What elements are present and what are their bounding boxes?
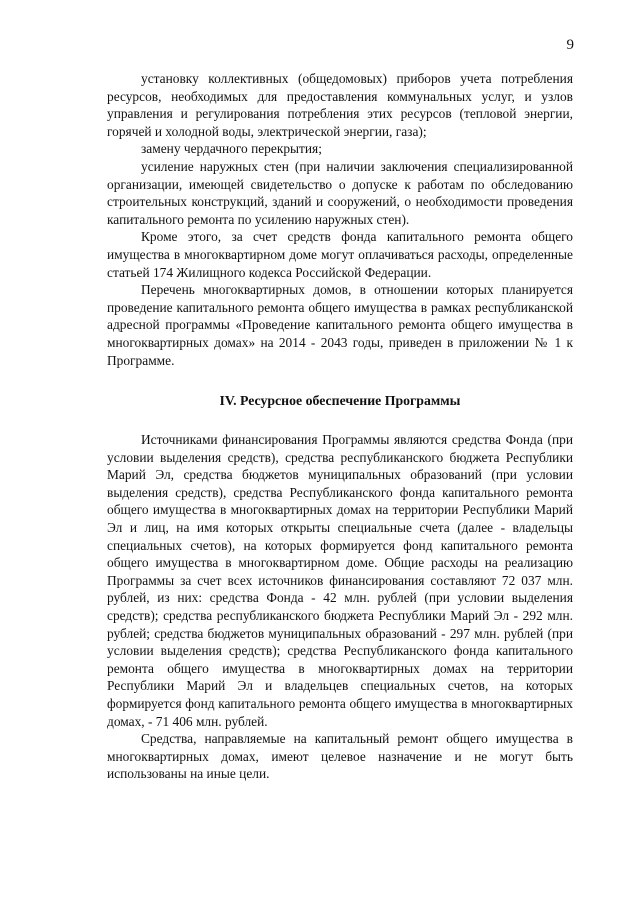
section-heading: IV. Ресурсное обеспечение Программы — [219, 393, 461, 409]
paragraph-targeted-funds: Средства, направляемые на капитальный ремонт общего имущества в многоквартирных домах, имеют целевое назначение и не могут быть использованы на иные цели. — [107, 731, 573, 782]
paragraph-additional-expenses: Кроме этого, за счет средств фонда капитального ремонта общего имущества в многоквартирном доме могут оплачиваться расходы, определенные статьей 174 Жилищного кодекса Российской Федерации. — [107, 229, 573, 280]
paragraph-attic-floor: замену чердачного перекрытия; — [141, 141, 322, 157]
paragraph-meters-installation: установку коллективных (общедомовых) приборов учета потребления ресурсов, необходимых для предоставления коммунальных услуг, и узлов управления и регулирования потребления этих ресурсов (тепловой энергии, горячей и холодной воды, электрической энергии, газа); — [107, 71, 573, 139]
paragraph-wall-reinforcement: усиление наружных стен (при наличии заключения специализированной организации, имеющей свидетельство о допуске к работам по обследованию строительных конструкций, зданий и сооружений, о необходимости проведения капитального ремонта по усилению наружных стен). — [107, 158, 573, 227]
document-body — [107, 70, 573, 783]
page-number: 9 — [566, 37, 574, 53]
paragraph-buildings-list: Перечень многоквартирных домов, в отношении которых планируется проведение капитального ремонта общего имущества в рамках республиканской адресной программы «Проведение капитального ремонта общего имущества в многоквартирных домах» на 2014 - 2043 годы, приведен в приложении № 1 к Программе. — [107, 282, 573, 368]
paragraph-funding-sources: Источниками финансирования Программы являются средства Фонда (при условии выделения средств), средства республиканского бюджета Республики Марий Эл, средства бюджетов муниципальных образований (при условии выделения средств), средства Республиканского фонда капитального ремонта общего имущества в многоквартирных домах на территории Республики Марий Эл и лиц, на имя которых открыты специальные счета (далее - владельцы специальных счетов), на которых формируется фонд капитального ремонта общего имущества в многоквартирном доме. Общие расходы на реализацию Программы за счет всех источников финансирования составляют 72 037 млн. рублей, из них: средства Фонда - 42 млн. рублей (при условии выделения средств); средства республиканского бюджета Республики Марий Эл - 292 млн. рублей; средства бюджетов муниципальных образований - 297 млн. рублей (при условии выделения средств); средства Республиканского фонда капитального ремонта общего имущества в многоквартирных домах на территории Республики Марий Эл и владельцев специальных счетов, на которых формируется фонд капитального ремонта общего имущества в многоквартирных домах, - 71 406 млн. рублей. — [107, 432, 573, 729]
